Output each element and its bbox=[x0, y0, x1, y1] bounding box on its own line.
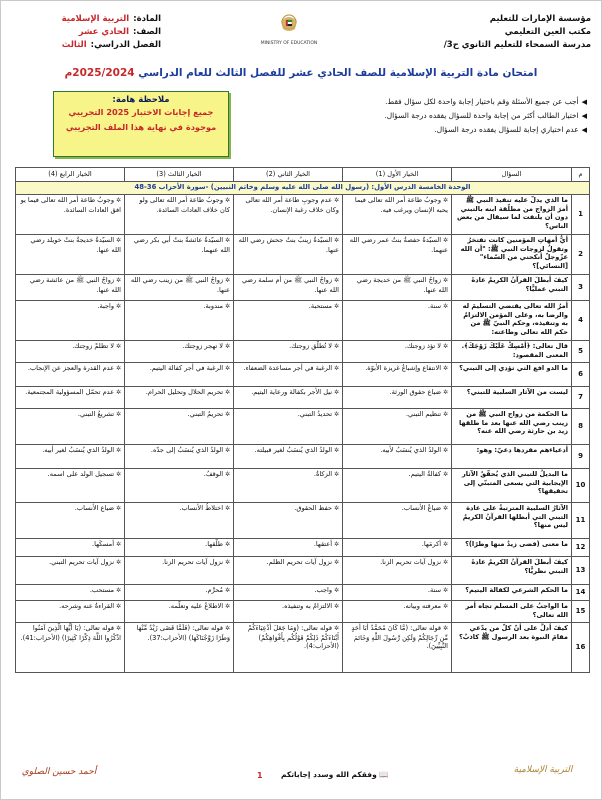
answer-option[interactable] bbox=[234, 539, 343, 557]
term-row bbox=[11, 39, 161, 52]
option-star-icon: ✲ bbox=[114, 411, 121, 418]
ministry-emblem bbox=[239, 11, 339, 46]
answer-option[interactable] bbox=[234, 301, 343, 341]
answer-option[interactable] bbox=[343, 409, 452, 445]
option-star-icon: ✲ bbox=[114, 303, 121, 310]
table-header-row bbox=[16, 168, 590, 182]
option-text: أعتقها. bbox=[313, 540, 333, 548]
option-star-icon: ✲ bbox=[114, 603, 121, 610]
option-text: وجوبُ طاعة أمر الله تعالى فيما يو افق العادات السائدة. bbox=[20, 196, 121, 214]
subject-row bbox=[11, 13, 161, 26]
answer-option[interactable] bbox=[343, 195, 452, 235]
header-number: م bbox=[572, 168, 590, 182]
question-row bbox=[16, 301, 590, 341]
question-row bbox=[16, 585, 590, 601]
answer-option[interactable] bbox=[234, 387, 343, 409]
answer-option[interactable] bbox=[16, 195, 125, 235]
option-star-icon: ✲ bbox=[114, 343, 121, 350]
question-number: 15 bbox=[572, 601, 590, 623]
option-text: وجوبُ طاعة أمر الله تعالى فيما يحبه الإنسان ويرغب فيه. bbox=[354, 196, 448, 214]
option-text: الانتفاع وإشباعُ غريزة الأبوّة. bbox=[365, 364, 442, 372]
question-row bbox=[16, 363, 590, 387]
option-star-icon: ✲ bbox=[441, 625, 448, 632]
answer-option[interactable] bbox=[125, 275, 234, 301]
question-number: 5 bbox=[572, 341, 590, 363]
option-text: الوقفُ. bbox=[203, 470, 224, 478]
answer-option[interactable] bbox=[343, 387, 452, 409]
option-text: زواجُ النبي ﷺ من عائشة رضي الله عنها. bbox=[29, 276, 121, 294]
option-text: سنة. bbox=[427, 302, 442, 310]
question-number: 12 bbox=[572, 539, 590, 557]
option-text: القراءةُ عنه وشرحه. bbox=[59, 602, 115, 610]
option-text: الولدُ الذي يُنسَبُ لأبيه. bbox=[380, 446, 442, 454]
bullet-icon: ◀ bbox=[581, 98, 587, 106]
option-star-icon: ✲ bbox=[223, 603, 230, 610]
option-text: تحريم الحلال وتحليل الحرام. bbox=[145, 388, 224, 396]
option-star-icon: ✲ bbox=[332, 505, 339, 512]
option-text: نزول آيات تحريم الظلم. bbox=[266, 558, 333, 566]
answer-option[interactable] bbox=[343, 623, 452, 673]
option-star-icon: ✲ bbox=[441, 389, 448, 396]
question-row bbox=[16, 341, 590, 363]
answer-option[interactable] bbox=[125, 585, 234, 601]
option-star-icon: ✲ bbox=[441, 365, 448, 372]
option-star-icon: ✲ bbox=[332, 389, 339, 396]
option-text: ضياع الأنساب. bbox=[74, 504, 115, 512]
answer-option[interactable] bbox=[125, 341, 234, 363]
option-star-icon: ✲ bbox=[332, 587, 339, 594]
option-text: مستحبة. bbox=[308, 302, 333, 310]
option-star-icon: ✲ bbox=[114, 559, 121, 566]
option-star-icon: ✲ bbox=[332, 277, 339, 284]
option-text: قوله تعالى: (مَّا كَانَ مُحَمَّدٌ أَبَا أَحَدٍ مِّن رِّجَالِكُمْ وَلَكِن رَّسُولَ اللَّهِ وَخَاتَمَ النَّبِيِّينَ). bbox=[351, 624, 448, 650]
option-text: نزول آيات تحريم الزنا. bbox=[162, 558, 224, 566]
option-text: كفالةُ اليتيم. bbox=[408, 470, 442, 478]
option-star-icon: ✲ bbox=[114, 237, 121, 244]
option-star-icon: ✲ bbox=[114, 471, 121, 478]
question-row bbox=[16, 445, 590, 469]
option-star-icon: ✲ bbox=[441, 505, 448, 512]
answer-option[interactable] bbox=[125, 623, 234, 673]
school-org: مؤسسة الإمارات للتعليم bbox=[489, 14, 591, 24]
instructions bbox=[257, 95, 587, 137]
answer-option[interactable] bbox=[234, 195, 343, 235]
answer-option[interactable] bbox=[16, 601, 125, 623]
option-text: سنة. bbox=[427, 586, 442, 594]
answer-option[interactable] bbox=[343, 235, 452, 275]
option-star-icon: ✲ bbox=[441, 237, 448, 244]
option-star-icon: ✲ bbox=[114, 541, 121, 548]
option-text: السيّدةُ حفصةُ بنتُ عمر رضي الله عنهما. bbox=[349, 236, 448, 254]
question-number: 13 bbox=[572, 557, 590, 585]
unit-row bbox=[16, 182, 590, 195]
question-text: قال تعالى: ﴿أَمْسِكْ عَلَيْكَ زَوْجَكَ﴾. المعنى المقصود: bbox=[452, 341, 572, 363]
answer-option[interactable] bbox=[125, 539, 234, 557]
option-text: نزول آيات تحريم الزنا. bbox=[380, 558, 442, 566]
option-text: تحريمُ التبني. bbox=[187, 410, 224, 418]
answer-option[interactable] bbox=[16, 409, 125, 445]
answer-option[interactable] bbox=[16, 623, 125, 673]
header-option-2: الخيار الثاني (2) bbox=[234, 168, 343, 182]
option-text: الولدُ الذي يُنسَبُ لغير أبيه. bbox=[42, 446, 115, 454]
option-text: أكرمَها. bbox=[421, 540, 442, 548]
option-text: قوله تعالى: (فَلَمَّا قَضَى زَيْدٌ مِّنْهَا وَطَرًا زَوَّجْنَاكَهَا) (الأحزاب:37). bbox=[136, 624, 230, 642]
option-text: واجب. bbox=[314, 586, 333, 594]
answer-option[interactable] bbox=[16, 363, 125, 387]
footer-wish: 📖 وفقكم الله وسدد إجاباتكم bbox=[281, 770, 389, 779]
answer-option[interactable] bbox=[16, 503, 125, 539]
answer-option[interactable] bbox=[343, 585, 452, 601]
exam-title-main: امتحان مادة التربية الإسلامية للصف الحادي عشر للفصل الثالث للعام الدراسي bbox=[138, 67, 538, 79]
question-text: ليست من الآثار السلبية للتبني؟ bbox=[452, 387, 572, 409]
instruction-item: ◀ عدم اختياري إجابة للسؤال يفقده درجة السؤال. bbox=[257, 123, 587, 137]
answer-option[interactable] bbox=[125, 409, 234, 445]
bullet-icon: ◀ bbox=[581, 126, 587, 134]
option-star-icon: ✲ bbox=[114, 389, 121, 396]
option-star-icon: ✲ bbox=[332, 411, 339, 418]
option-star-icon: ✲ bbox=[441, 603, 448, 610]
header-question: السؤال bbox=[452, 168, 572, 182]
answer-option[interactable] bbox=[234, 623, 343, 673]
answer-option[interactable] bbox=[125, 235, 234, 275]
option-text: السيّدةُ خديجةُ بنتُ خويلد رضي الله عنها. bbox=[30, 236, 121, 254]
option-text: عدم تحمّل المسؤولية المجتمعية. bbox=[25, 388, 115, 396]
question-row bbox=[16, 469, 590, 503]
question-text: ما الدو افع التي تؤدي إلى التبني؟ bbox=[452, 363, 572, 387]
note-title: ملاحظة هامة: bbox=[112, 95, 170, 105]
option-text: الرغبة في أجر كفالة اليتيم. bbox=[149, 364, 224, 372]
option-star-icon: ✲ bbox=[223, 197, 230, 204]
question-row bbox=[16, 235, 590, 275]
answer-option[interactable] bbox=[16, 275, 125, 301]
option-star-icon: ✲ bbox=[223, 343, 230, 350]
answer-option[interactable] bbox=[16, 539, 125, 557]
option-text: مستحب. bbox=[89, 586, 115, 594]
option-star-icon: ✲ bbox=[332, 559, 339, 566]
grade-value: الحادي عشر bbox=[78, 27, 129, 37]
option-text: واجبة. bbox=[97, 302, 115, 310]
question-row bbox=[16, 601, 590, 623]
answer-option[interactable] bbox=[343, 557, 452, 585]
option-star-icon: ✲ bbox=[114, 447, 121, 454]
option-star-icon: ✲ bbox=[223, 277, 230, 284]
unit-title: الوحدة الخامسة الدرس الأول: (رسول الله صلى الله عليه وسلم وخاتم النبيين) -سورة الأحزاب 36-48 bbox=[16, 182, 590, 195]
question-text: ما البديلُ للتبني الذي يُحقّقُ الآثار الإيجابية التي يسعى المتبنّي إلى تحقيقها؟ bbox=[452, 469, 572, 503]
option-star-icon: ✲ bbox=[223, 389, 230, 396]
option-star-icon: ✲ bbox=[441, 343, 448, 350]
option-text: لا تؤذ زوجتك. bbox=[404, 342, 442, 350]
header-option-3: الخيار الثالث (3) bbox=[125, 168, 234, 182]
answer-option[interactable] bbox=[234, 275, 343, 301]
answer-option[interactable] bbox=[234, 503, 343, 539]
answer-option[interactable] bbox=[343, 469, 452, 503]
option-star-icon: ✲ bbox=[223, 559, 230, 566]
option-text: الاطلاعُ عليه وتعلّمه. bbox=[168, 602, 224, 610]
question-text: ما معنى (قضى زيدٌ منها وطرًا)؟ bbox=[452, 539, 572, 557]
answer-option[interactable] bbox=[343, 363, 452, 387]
option-star-icon: ✲ bbox=[441, 471, 448, 478]
note-line-2: موجودة في نهاية هذا الملف التجريبي bbox=[65, 122, 217, 132]
bullet-icon: ◀ bbox=[581, 112, 587, 120]
question-number: 6 bbox=[572, 363, 590, 387]
option-star-icon: ✲ bbox=[332, 303, 339, 310]
option-text: السيّدةُ عائشةُ بنتُ أبي بكر رضي الله عنهما. bbox=[133, 236, 230, 254]
answer-option[interactable] bbox=[234, 585, 343, 601]
answer-option[interactable] bbox=[234, 235, 343, 275]
header bbox=[9, 9, 593, 65]
option-star-icon: ✲ bbox=[114, 277, 121, 284]
option-text: اختلاطُ الأنساب. bbox=[179, 504, 224, 512]
option-star-icon: ✲ bbox=[332, 541, 339, 548]
option-text: عدم وجوبِ طاعة أمر الله تعالى وكان خلاف رغبة الإنسان. bbox=[245, 196, 339, 214]
answer-option[interactable] bbox=[16, 557, 125, 585]
question-number: 9 bbox=[572, 445, 590, 469]
question-row bbox=[16, 195, 590, 235]
option-star-icon: ✲ bbox=[332, 625, 339, 632]
option-star-icon: ✲ bbox=[223, 447, 230, 454]
answer-option[interactable] bbox=[234, 363, 343, 387]
answer-option[interactable] bbox=[234, 445, 343, 469]
option-text: زواجُ النبي ﷺ من زينب رضي الله عنها. bbox=[130, 276, 230, 294]
important-note bbox=[53, 91, 229, 157]
answer-option[interactable] bbox=[16, 235, 125, 275]
exam-title-year: 2025/2024م bbox=[64, 67, 135, 79]
option-star-icon: ✲ bbox=[223, 471, 230, 478]
answer-option[interactable] bbox=[234, 601, 343, 623]
question-text: ما الحكمة من زواج النبي ﷺ من زينب رضي الله عنها بعد ما طلقها زيد بن حارثة رضي الله عنه؟ bbox=[452, 409, 572, 445]
option-text: نزول آيات تحريم التبني. bbox=[49, 558, 115, 566]
option-text: عدم القدرة والعجز عن الإنجاب. bbox=[27, 364, 115, 372]
question-row bbox=[16, 387, 590, 409]
answer-option[interactable] bbox=[125, 601, 234, 623]
header-option-4: الخيار الرابع (4) bbox=[16, 168, 125, 182]
option-star-icon: ✲ bbox=[332, 603, 339, 610]
option-star-icon: ✲ bbox=[332, 197, 339, 204]
option-star-icon: ✲ bbox=[114, 197, 121, 204]
question-number: 2 bbox=[572, 235, 590, 275]
answer-option[interactable] bbox=[343, 301, 452, 341]
answer-option[interactable] bbox=[343, 445, 452, 469]
instruction-item: ◀ اختيار الطالب أكثر من إجابة واحدة للسؤال يفقده درجة السؤال. bbox=[257, 109, 587, 123]
answer-option[interactable] bbox=[234, 469, 343, 503]
option-text: تشريعُ التبني. bbox=[77, 410, 115, 418]
option-star-icon: ✲ bbox=[332, 237, 339, 244]
question-text: أدعياءهم مفردها دعيّ: وهو: bbox=[452, 445, 572, 469]
option-text: الولدُ الذي يُنسَبُ لغير قبيلته. bbox=[254, 446, 333, 454]
note-line-1: جميع إجابات الاختبار 2025 التجريبي bbox=[68, 107, 214, 117]
grade-row bbox=[11, 26, 161, 39]
option-text: مُحرَّم. bbox=[205, 586, 224, 594]
option-text: معرفته وبيانه. bbox=[403, 602, 442, 610]
answer-option[interactable] bbox=[343, 601, 452, 623]
question-row bbox=[16, 623, 590, 673]
option-text: تسجيل الولد على اسمه. bbox=[47, 470, 115, 478]
option-text: الزكاةُ. bbox=[313, 470, 333, 478]
option-text: الرغبة في أجر مساعدة الضعفاء. bbox=[243, 364, 333, 372]
option-star-icon: ✲ bbox=[223, 587, 230, 594]
question-text: كيفَ أدلُّ على أنّ كلّ من يدّعي مقامَ النبوة بعد الرسول ﷺ كاذبٌ؟ bbox=[452, 623, 572, 673]
answer-option[interactable] bbox=[16, 585, 125, 601]
option-star-icon: ✲ bbox=[441, 447, 448, 454]
answer-option[interactable] bbox=[125, 469, 234, 503]
questions-table bbox=[15, 167, 590, 673]
option-text: أمسكَها. bbox=[92, 540, 115, 548]
term-value: الثالث bbox=[61, 40, 87, 50]
option-star-icon: ✲ bbox=[332, 343, 339, 350]
answer-option[interactable] bbox=[16, 469, 125, 503]
question-text: كيفَ أبطلَ القرآنُ الكريمُ عادةَ التبني نظريًّا؟ bbox=[452, 557, 572, 585]
option-text: زواجُ النبي ﷺ من أم سلمة رضي الله عنها. bbox=[241, 276, 339, 294]
answer-option[interactable] bbox=[16, 301, 125, 341]
option-star-icon: ✲ bbox=[223, 237, 230, 244]
option-text: مندوبة. bbox=[203, 302, 224, 310]
option-star-icon: ✲ bbox=[441, 587, 448, 594]
option-text: تحديدُ التبني. bbox=[297, 410, 333, 418]
question-text: أمرُ الله تعالى يقتضي التسليمَ له والرضا به، وعلى المؤمن الالتزامُ به وتنفيذه، وحكم النبيّ ﷺ من حكم الله تعالى وطاعته: bbox=[452, 301, 572, 341]
ministry-name-en: MINISTRY OF EDUCATION bbox=[260, 41, 318, 46]
instruction-item: ◀ أجب عن جميع الأسئلة وقم باختيار إجابة واحدة لكل سؤال فقط. bbox=[257, 95, 587, 109]
answer-option[interactable] bbox=[16, 445, 125, 469]
question-row bbox=[16, 503, 590, 539]
term-label: الفصل الدراسي: bbox=[90, 40, 161, 50]
school-info bbox=[391, 13, 591, 52]
option-star-icon: ✲ bbox=[441, 277, 448, 284]
option-star-icon: ✲ bbox=[441, 559, 448, 566]
answer-option[interactable] bbox=[343, 539, 452, 557]
option-star-icon: ✲ bbox=[114, 505, 121, 512]
answer-option[interactable] bbox=[343, 275, 452, 301]
option-star-icon: ✲ bbox=[332, 471, 339, 478]
option-text: قوله تعالى: (وَمَا جَعَلَ أَدْعِيَاءَكُمْ أَبْنَاءَكُمْ ذَلِكُمْ قَوْلُكُم بِأَفْوَاهِكُمْ) (الأحزاب:4). bbox=[247, 624, 339, 650]
option-star-icon: ✲ bbox=[114, 587, 121, 594]
exam-title bbox=[11, 67, 591, 79]
option-text: لا تُطلّق زوجتك. bbox=[289, 342, 333, 350]
option-star-icon: ✲ bbox=[223, 541, 230, 548]
footer-logo: التربية الإسلامية bbox=[513, 765, 573, 775]
question-number: 8 bbox=[572, 409, 590, 445]
question-row bbox=[16, 275, 590, 301]
option-text: لا تهجر زوجتك. bbox=[182, 342, 224, 350]
question-number: 7 bbox=[572, 387, 590, 409]
answer-option[interactable] bbox=[125, 503, 234, 539]
option-text: حفظ الحقوق. bbox=[294, 504, 333, 512]
option-text: زواجُ النبي ﷺ من خديجة رضي الله عنها. bbox=[356, 276, 448, 294]
question-text: كيفَ أبطلَ القرآنُ الكريمُ عادةَ التبني عمليًّا؟ bbox=[452, 275, 572, 301]
answer-option[interactable] bbox=[16, 387, 125, 409]
question-number: 3 bbox=[572, 275, 590, 301]
falcon-emblem-icon bbox=[276, 11, 302, 37]
question-number: 4 bbox=[572, 301, 590, 341]
answer-option[interactable] bbox=[125, 301, 234, 341]
option-text: نيل الأجر بكفالة ورعاية اليتيم. bbox=[251, 388, 333, 396]
question-number: 10 bbox=[572, 469, 590, 503]
option-star-icon: ✲ bbox=[332, 447, 339, 454]
answer-option[interactable] bbox=[234, 409, 343, 445]
question-text: ما الواجبُ على المسلم تجاه أمر الله تعالى؟ bbox=[452, 601, 572, 623]
book-icon: 📖 bbox=[376, 770, 389, 779]
option-star-icon: ✲ bbox=[223, 625, 230, 632]
option-star-icon: ✲ bbox=[114, 365, 121, 372]
question-number: 11 bbox=[572, 503, 590, 539]
question-row bbox=[16, 409, 590, 445]
option-text: ضياعُ الأنساب. bbox=[401, 504, 442, 512]
question-number: 1 bbox=[572, 195, 590, 235]
answer-option[interactable] bbox=[234, 557, 343, 585]
option-star-icon: ✲ bbox=[223, 303, 230, 310]
option-text: الولدُ الذي يُنسَبُ إلى جدّه. bbox=[150, 446, 224, 454]
option-star-icon: ✲ bbox=[441, 197, 448, 204]
question-text: الآثارُ السلبية المترتبةُ على عادة التبني التي أبطلها القرآنُ الكريمُ ليس منها؟ bbox=[452, 503, 572, 539]
answer-option[interactable] bbox=[16, 341, 125, 363]
grade-label: الصف: bbox=[132, 27, 161, 37]
option-star-icon: ✲ bbox=[441, 541, 448, 548]
page-number: 1 bbox=[257, 771, 263, 780]
option-star-icon: ✲ bbox=[441, 303, 448, 310]
answer-option[interactable] bbox=[343, 341, 452, 363]
office-name: مكتب العين التعليمي bbox=[504, 27, 591, 37]
answer-option[interactable] bbox=[125, 363, 234, 387]
option-text: قوله تعالى: (يَا أَيُّهَا الَّذِينَ آمَنُوا اذْكُرُوا اللَّهَ ذِكْرًا كَثِيرًا) (الأحزاب:41). bbox=[20, 624, 121, 642]
option-text: السيّدةُ زينبُ بنتُ جحش رضي الله عنها. bbox=[238, 236, 339, 254]
option-star-icon: ✲ bbox=[223, 365, 230, 372]
option-text: تنظيم التبني. bbox=[405, 410, 442, 418]
answer-option[interactable] bbox=[125, 387, 234, 409]
question-row bbox=[16, 539, 590, 557]
option-star-icon: ✲ bbox=[223, 505, 230, 512]
school-name: مدرسة السمحاء للتعليم الثانوي ح3/ bbox=[443, 40, 591, 50]
question-text: ما الذي يدلّ عليه تنفيذ النبي ﷺ أمرَ الزواج من مطلّقة ابنه بالتبني دون أن يلتفت لما سيقال من بعض الناس؟ bbox=[452, 195, 572, 235]
header-option-1: الخيار الأول (1) bbox=[343, 168, 452, 182]
answer-option[interactable] bbox=[125, 195, 234, 235]
subject-info bbox=[11, 13, 161, 52]
option-star-icon: ✲ bbox=[114, 625, 121, 632]
option-text: طلّقها. bbox=[205, 540, 224, 548]
question-row bbox=[16, 557, 590, 585]
option-text: ضياع حقوق الورثة. bbox=[389, 388, 442, 396]
question-text: أيُّ أمهاتِ المؤمنين كانت تفتخرُ وتقولُ لزوجات النبي ﷺ: "أن الله عزّوجلّ أنكحني من السّماء" [النسائي]؟ bbox=[452, 235, 572, 275]
subject-value: التربية الإسلامية bbox=[61, 14, 130, 24]
option-star-icon: ✲ bbox=[441, 411, 448, 418]
option-text: وجوبُ طاعة أمر الله تعالى ولو كان خلاف العادات السائدة. bbox=[139, 196, 230, 214]
option-star-icon: ✲ bbox=[223, 411, 230, 418]
answer-option[interactable] bbox=[125, 557, 234, 585]
subject-label: المادة: bbox=[133, 14, 161, 24]
option-text: لا تظلمْ زوجتك. bbox=[72, 342, 115, 350]
footer bbox=[11, 761, 591, 791]
option-text: الالتزامُ به وتنفيذه. bbox=[282, 602, 333, 610]
answer-option[interactable] bbox=[343, 503, 452, 539]
answer-option[interactable] bbox=[234, 341, 343, 363]
option-star-icon: ✲ bbox=[332, 365, 339, 372]
answer-option[interactable] bbox=[125, 445, 234, 469]
question-number: 14 bbox=[572, 585, 590, 601]
question-number: 16 bbox=[572, 623, 590, 673]
question-text: ما الحكم الشرعي لكفالة اليتيم؟ bbox=[452, 585, 572, 601]
teacher-signature: أحمد حسين الصلوي bbox=[21, 767, 97, 777]
